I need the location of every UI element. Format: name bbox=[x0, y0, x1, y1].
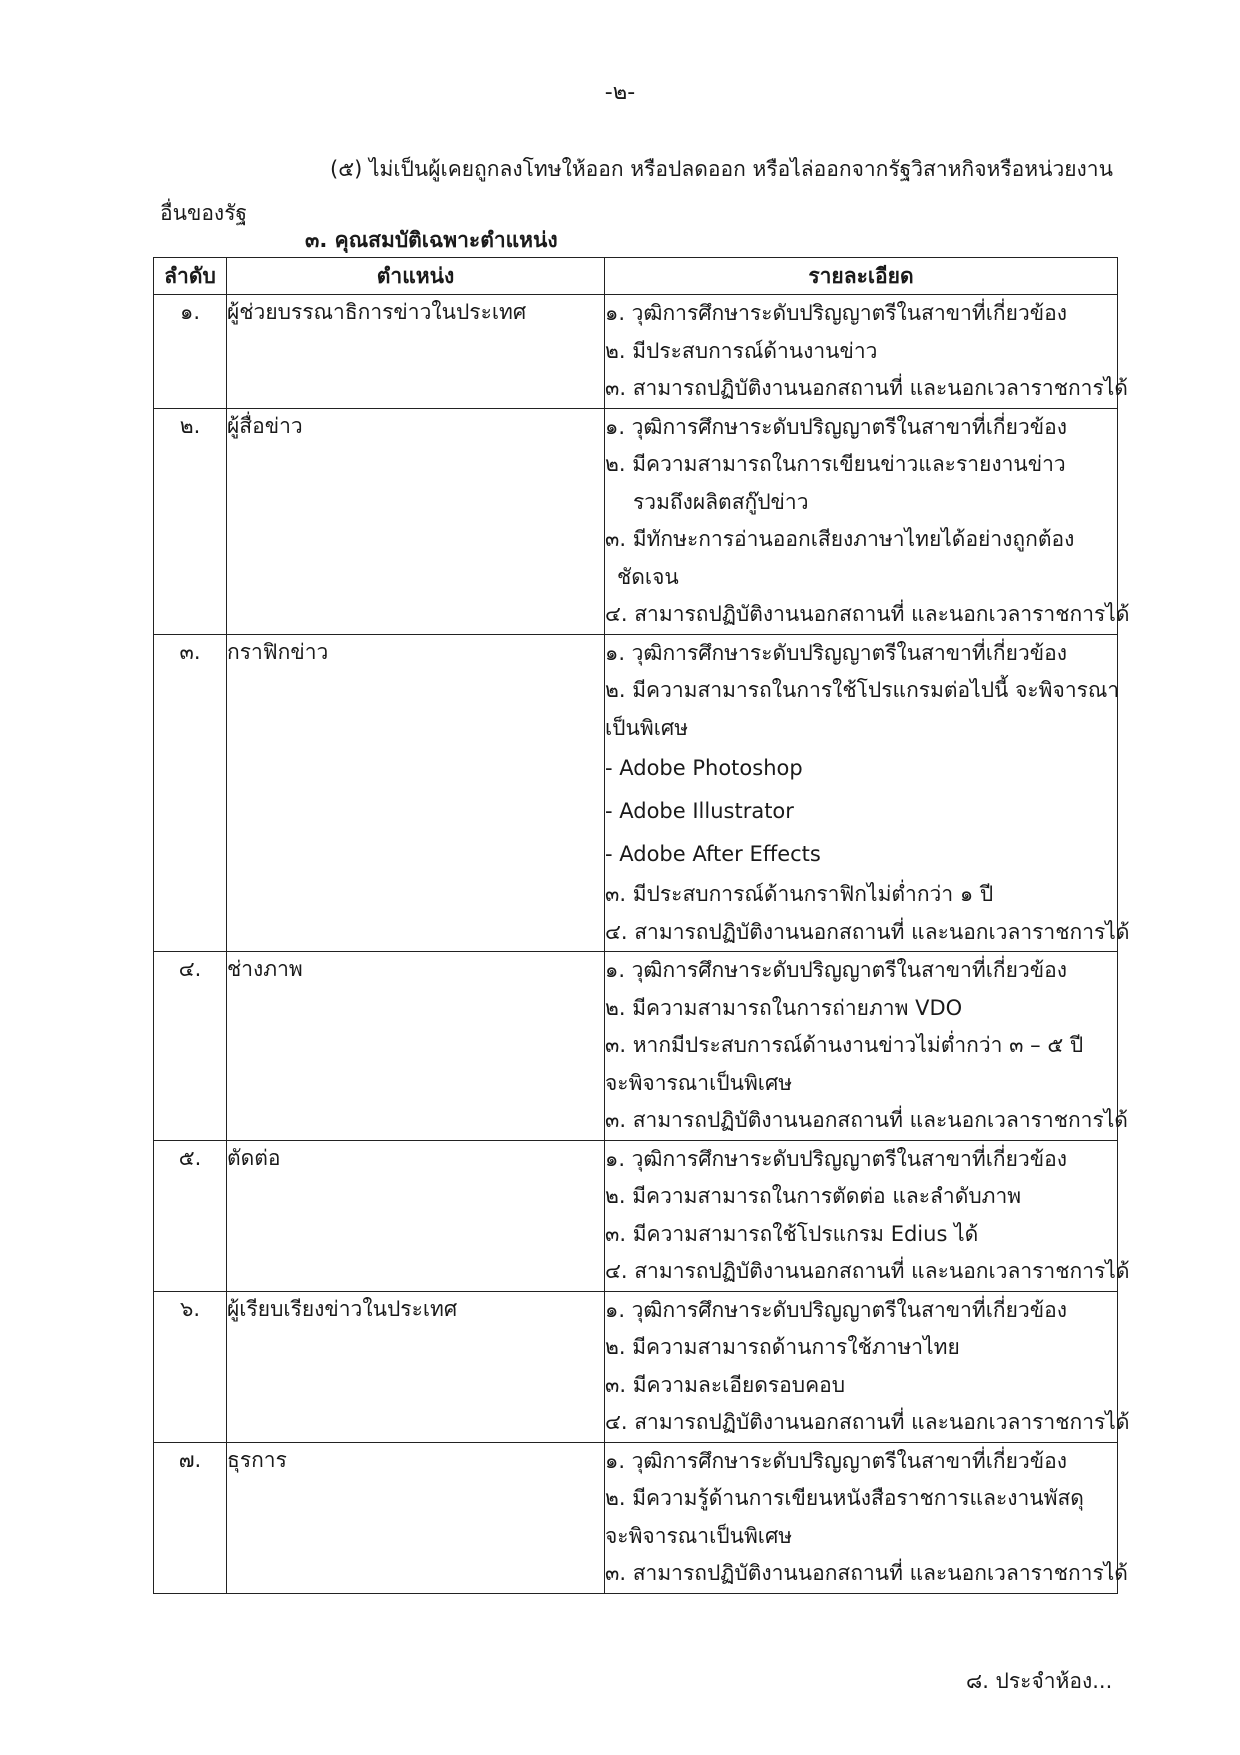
table-row bbox=[154, 295, 1118, 409]
detail-line: ๒. มีความสามารถในการตัดต่อ และลำดับภาพ bbox=[605, 1184, 1022, 1208]
row-number: ๔. bbox=[154, 952, 227, 1141]
detail-line: ๓. สามารถปฏิบัติงานนอกสถานที่ และนอกเวลาราชการได้ bbox=[605, 376, 1128, 400]
detail-line: ๓. สามารถปฏิบัติงานนอกสถานที่ และนอกเวลาราชการได้ bbox=[605, 1561, 1128, 1585]
detail-line: ชัดเจน bbox=[617, 564, 679, 589]
table-row bbox=[154, 634, 1118, 952]
intro-paragraph bbox=[160, 147, 1120, 235]
row-number: ๓. bbox=[154, 634, 227, 952]
detail-line: ๓. มีประสบการณ์ด้านกราฟิกไม่ต่ำกว่า ๑ ปี bbox=[605, 882, 994, 906]
detail-line: ๒. มีความสามารถในการใช้โปรแกรมต่อไปนี้ จะพิจารณา bbox=[605, 678, 1120, 702]
row-details bbox=[605, 1140, 1130, 1291]
header-order: ลำดับ bbox=[154, 258, 227, 295]
row-number: ๑. bbox=[154, 295, 227, 409]
detail-line: ๒. มีความสามารถด้านการใช้ภาษาไทย bbox=[605, 1335, 960, 1359]
detail-line: จะพิจารณาเป็นพิเศษ bbox=[605, 1523, 793, 1548]
row-number: ๖. bbox=[154, 1291, 227, 1442]
row-number: ๕. bbox=[154, 1140, 227, 1291]
table-row bbox=[154, 408, 1118, 634]
detail-line: ๒. มีความสามารถในการถ่ายภาพ VDO bbox=[605, 995, 963, 1020]
table-row bbox=[154, 952, 1118, 1141]
detail-line: ๔. สามารถปฏิบัติงานนอกสถานที่ และนอกเวลาราชการได้ bbox=[605, 919, 1130, 944]
detail-line: ๑. วุฒิการศึกษาระดับปริญญาตรีในสาขาที่เกี่ยวข้อง bbox=[605, 640, 1067, 665]
detail-line: ๓. มีทักษะการอ่านออกเสียงภาษาไทยได้อย่างถูกต้อง bbox=[605, 527, 1075, 551]
intro-line-2: อื่นของรัฐ bbox=[160, 201, 248, 225]
detail-line: จะพิจารณาเป็นพิเศษ bbox=[605, 1070, 793, 1095]
row-details bbox=[605, 1291, 1130, 1442]
row-details bbox=[605, 634, 1130, 952]
row-details bbox=[605, 952, 1128, 1141]
detail-line: รวมถึงผลิตสกู๊ปข่าว bbox=[633, 489, 809, 514]
detail-line: ๓. หากมีประสบการณ์ด้านงานข่าวไม่ต่ำกว่า ๓ – ๕ ปี bbox=[605, 1033, 1084, 1057]
row-position: ช่างภาพ bbox=[227, 952, 605, 1141]
software-item: - Adobe Illustrator bbox=[605, 799, 794, 823]
row-position: ตัดต่อ bbox=[227, 1140, 605, 1291]
table-row bbox=[154, 1291, 1118, 1442]
detail-line: ๔. สามารถปฏิบัติงานนอกสถานที่ และนอกเวลาราชการได้ bbox=[605, 1259, 1130, 1283]
software-item: - Adobe After Effects bbox=[605, 842, 821, 866]
row-details bbox=[605, 408, 1130, 634]
detail-line: เป็นพิเศษ bbox=[605, 715, 689, 740]
header-details: รายละเอียด bbox=[605, 258, 1118, 295]
header-position: ตำแหน่ง bbox=[227, 258, 605, 295]
detail-line: ๒. มีความสามารถในการเขียนข่าวและรายงานข่าว bbox=[605, 452, 1066, 476]
row-position: ธุรการ bbox=[227, 1442, 605, 1593]
detail-line: ๓. มีความสามารถใช้โปรแกรม Edius ได้ bbox=[605, 1221, 979, 1246]
detail-line: ๓. สามารถปฏิบัติงานนอกสถานที่ และนอกเวลาราชการได้ bbox=[605, 1108, 1128, 1132]
detail-line: ๒. มีประสบการณ์ด้านงานข่าว bbox=[605, 338, 878, 363]
detail-line: ๔. สามารถปฏิบัติงานนอกสถานที่ และนอกเวลาราชการได้ bbox=[605, 602, 1130, 626]
table-row bbox=[154, 1140, 1118, 1291]
detail-line: ๑. วุฒิการศึกษาระดับปริญญาตรีในสาขาที่เกี่ยวข้อง bbox=[605, 301, 1067, 325]
table-row bbox=[154, 1442, 1118, 1593]
row-position: ผู้ช่วยบรรณาธิการข่าวในประเทศ bbox=[227, 295, 605, 409]
qualifications-table bbox=[153, 257, 1130, 1594]
row-position: ผู้เรียบเรียงข่าวในประเทศ bbox=[227, 1291, 605, 1442]
software-item: - Adobe Photoshop bbox=[605, 756, 803, 780]
continuation-note: ๘. ประจำห้อง... bbox=[966, 1669, 1113, 1693]
row-details bbox=[605, 1442, 1128, 1593]
row-position: ผู้สื่อข่าว bbox=[227, 408, 605, 634]
row-number: ๗. bbox=[154, 1442, 227, 1593]
row-position: กราฟิกข่าว bbox=[227, 634, 605, 952]
detail-line: ๑. วุฒิการศึกษาระดับปริญญาตรีในสาขาที่เกี่ยวข้อง bbox=[605, 958, 1067, 982]
detail-line: ๒. มีความรู้ด้านการเขียนหนังสือราชการและงานพัสดุ bbox=[605, 1486, 1084, 1510]
detail-line: ๑. วุฒิการศึกษาระดับปริญญาตรีในสาขาที่เกี่ยวข้อง bbox=[605, 1448, 1067, 1473]
row-details bbox=[605, 295, 1128, 409]
table-header-row bbox=[154, 258, 1118, 295]
detail-line: ๓. มีความละเอียดรอบคอบ bbox=[605, 1372, 846, 1397]
detail-line: ๑. วุฒิการศึกษาระดับปริญญาตรีในสาขาที่เกี่ยวข้อง bbox=[605, 414, 1067, 439]
page-number: -๒- bbox=[604, 80, 636, 105]
row-number: ๒. bbox=[154, 408, 227, 634]
intro-line-1: (๕) ไม่เป็นผู้เคยถูกลงโทษให้ออก หรือปลดออก หรือไล่ออกจากรัฐวิสาหกิจหรือหน่วยงาน bbox=[330, 157, 1113, 181]
detail-line: ๔. สามารถปฏิบัติงานนอกสถานที่ และนอกเวลาราชการได้ bbox=[605, 1410, 1130, 1434]
section-heading: ๓. คุณสมบัติเฉพาะตำแหน่ง bbox=[305, 228, 558, 252]
detail-line: ๑. วุฒิการศึกษาระดับปริญญาตรีในสาขาที่เกี่ยวข้อง bbox=[605, 1297, 1067, 1322]
detail-line: ๑. วุฒิการศึกษาระดับปริญญาตรีในสาขาที่เกี่ยวข้อง bbox=[605, 1146, 1067, 1171]
